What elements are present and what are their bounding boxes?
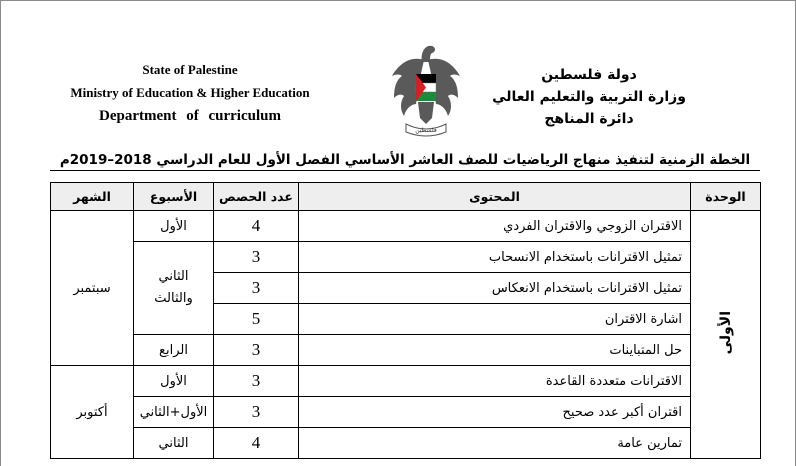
month-cell: سبتمبر xyxy=(51,211,134,366)
table-row xyxy=(51,335,761,366)
column-header-month: الشهر xyxy=(51,183,134,211)
count-cell: 4 xyxy=(214,428,299,459)
eagle-tail xyxy=(418,102,434,124)
state-name-en: State of Palestine xyxy=(142,62,238,77)
week-label: الثاني والثالث xyxy=(154,269,193,306)
unit-name: الأولى xyxy=(717,310,734,355)
content-cell: اقتران أكبر عدد صحيح xyxy=(299,397,691,428)
schedule-table xyxy=(50,182,761,459)
palestine-eagle-emblem xyxy=(386,38,466,138)
week-cell: الأول+الثاني xyxy=(134,397,214,428)
table-row xyxy=(51,428,761,459)
content-cell: الاقتران الزوجي والاقتران الفردي xyxy=(299,211,691,242)
table-row xyxy=(51,211,761,242)
emblem-caption: فلسطين xyxy=(415,127,437,134)
english-header xyxy=(40,62,340,125)
column-header-content: المحتوى xyxy=(299,183,691,211)
content-cell: تمارين عامة xyxy=(299,428,691,459)
count-cell: 3 xyxy=(214,335,299,366)
department-name-ar: دائرة المناهج xyxy=(544,111,634,127)
table-row xyxy=(51,366,761,397)
week-cell xyxy=(134,242,214,335)
content-cell: تمثيل الاقترانات باستخدام الانسحاب xyxy=(299,242,691,273)
count-cell: 5 xyxy=(214,304,299,335)
month-cell: أكتوبر xyxy=(51,366,134,459)
count-cell: 3 xyxy=(214,273,299,304)
column-header-unit: الوحدة xyxy=(691,183,761,211)
week-cell: الرابع xyxy=(134,335,214,366)
count-cell: 4 xyxy=(214,211,299,242)
plan-title: الخطة الزمنية لتنفيذ منهاج الرياضيات للصف العاشر الأساسي الفصل الأول للعام الدراسي 2018–2019م xyxy=(50,152,760,171)
content-cell: حل المتباينات xyxy=(299,335,691,366)
column-header-week: الأسبوع xyxy=(134,183,214,211)
count-cell: 3 xyxy=(214,242,299,273)
state-name-ar: دولة فلسطين xyxy=(541,67,637,83)
unit-cell xyxy=(691,211,761,459)
content-cell: الاقترانات متعددة القاعدة xyxy=(299,366,691,397)
table-row xyxy=(51,397,761,428)
department-name-en: Department of curriculum xyxy=(99,108,281,124)
content-cell: اشارة الاقتران xyxy=(299,304,691,335)
week-cell: الأول xyxy=(134,211,214,242)
table-row xyxy=(51,242,761,273)
ministry-name-en: Ministry of Education & Higher Education xyxy=(70,85,310,100)
count-cell: 3 xyxy=(214,397,299,428)
week-cell: الأول xyxy=(134,366,214,397)
week-cell: الثاني xyxy=(134,428,214,459)
count-cell: 3 xyxy=(214,366,299,397)
column-header-count: عدد الحصص xyxy=(214,183,299,211)
arabic-header xyxy=(464,64,714,130)
content-cell: تمثيل الاقترانات باستخدام الانعكاس xyxy=(299,273,691,304)
ministry-name-ar: وزارة التربية والتعليم العالي xyxy=(492,89,686,105)
